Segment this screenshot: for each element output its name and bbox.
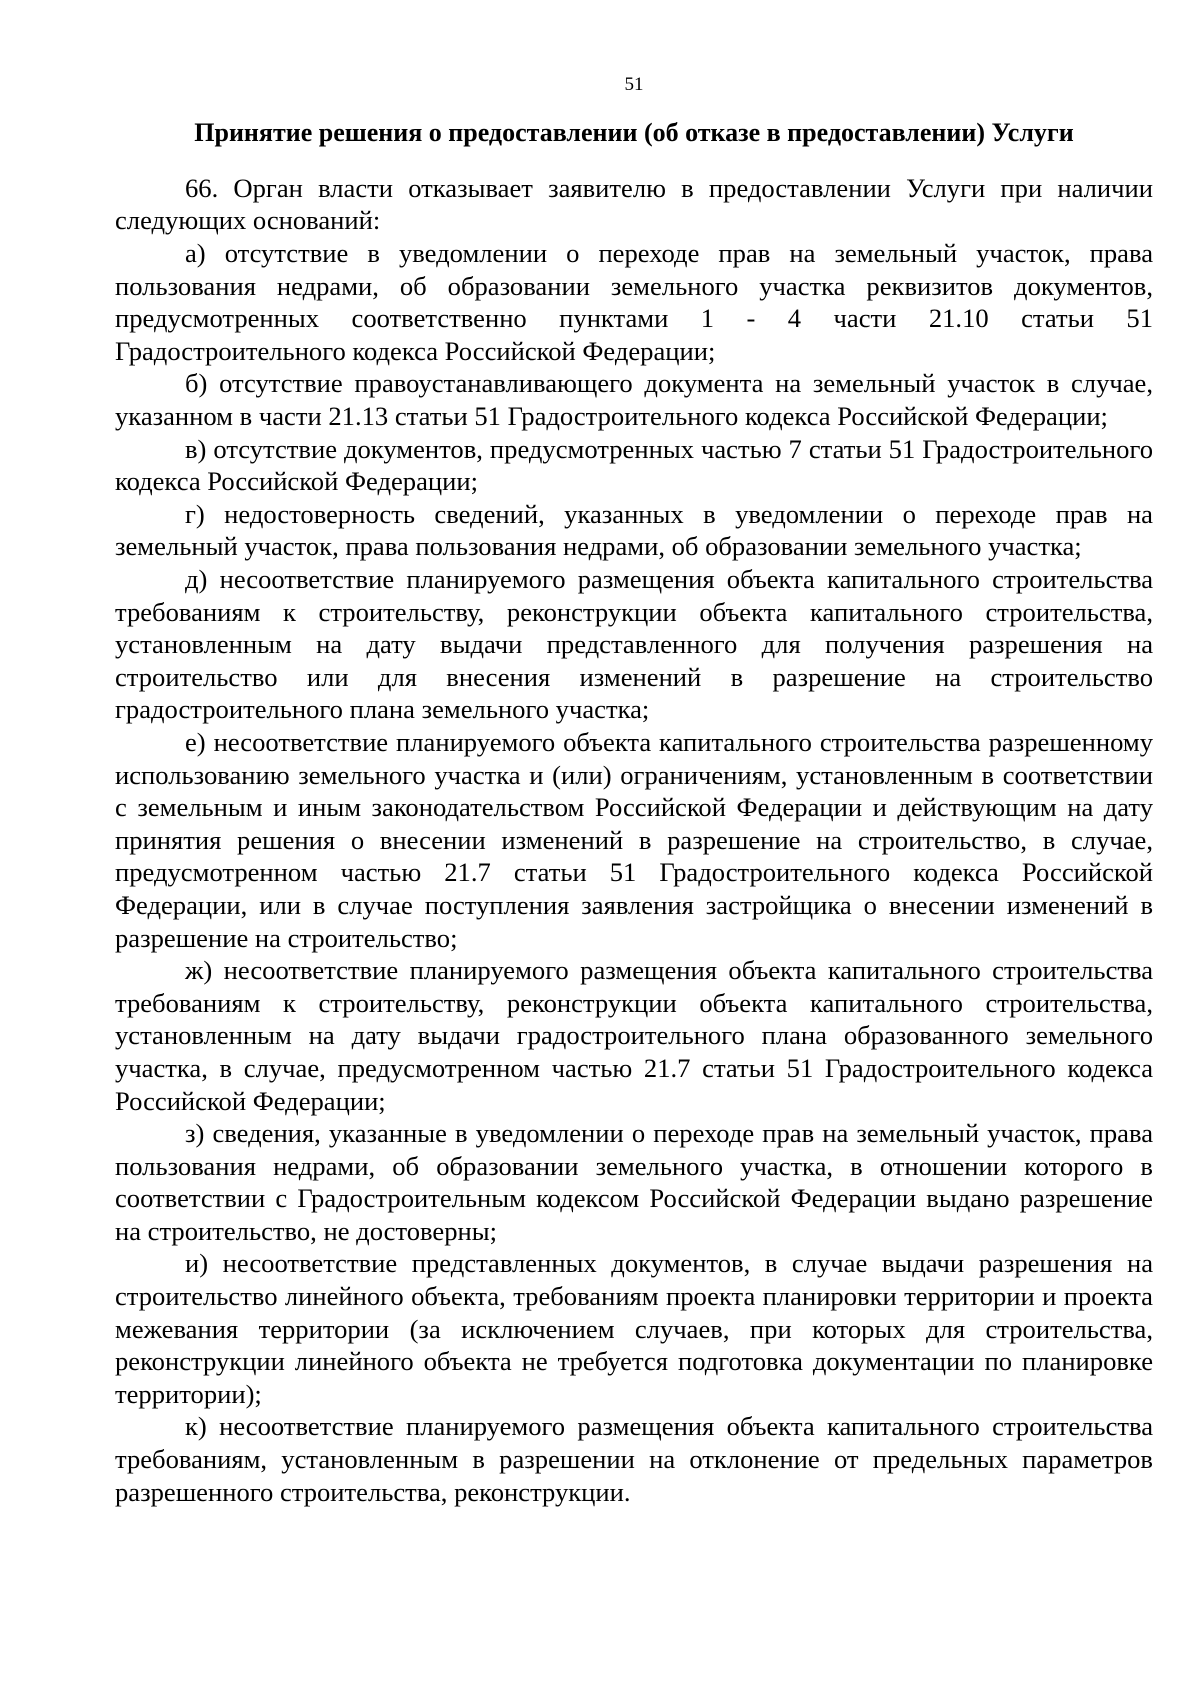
page-number: 51 [624, 74, 644, 95]
paragraph-item-v: в) отсутствие документов, предусмотренных частью 7 статьи 51 Градостроительного кодекса Российской Федерации; [115, 433, 1153, 497]
paragraph-66-intro: 66. Орган власти отказывает заявителю в предоставлении Услуги при наличии следующих оснований: [115, 172, 1153, 236]
section-title: Принятие решения о предоставлении (об отказе в предоставлении) Услуги [194, 118, 1074, 147]
paragraph-item-i: и) несоответствие представленных документов, в случае выдачи разрешения на строительство линейного объекта, требованиям проекта планировки территории и проекта межевания территории (за исключением случаев, при которых для строительства, реконструкции линейного объекта не требуется подготовка документации по планировке территории); [115, 1248, 1153, 1409]
document-body [115, 172, 1153, 1508]
document-page [115, 60, 1153, 1508]
paragraph-item-k: к) несоответствие планируемого размещения объекта капитального строительства требованиям, установленным в разрешении на отклонение от предельных параметров разрешенного строительства, реконструкции. [115, 1411, 1153, 1507]
paragraph-item-a: а) отсутствие в уведомлении о переходе прав на земельный участок, права пользования недрами, об образовании земельного участка реквизитов документов, предусмотренных соответственно пунктами 1 - 4 части 21.10 статьи 51 Градостроительного кодекса Российской Федерации; [115, 238, 1153, 366]
paragraph-item-b: б) отсутствие правоустанавливающего документа на земельный участок в случае, указанном в части 21.13 статьи 51 Градостроительного кодекса Российской Федерации; [115, 368, 1153, 432]
paragraph-item-g: г) недостоверность сведений, указанных в уведомлении о переходе прав на земельный участок, права пользования недрами, об образовании земельного участка; [115, 498, 1153, 562]
paragraph-item-zh: ж) несоответствие планируемого размещения объекта капитального строительства требованиям к строительству, реконструкции объекта капитального строительства, установленным на дату выдачи градостроительного плана образованного земельного участка, в случае, предусмотренном частью 21.7 статьи 51 Градостроительного кодекса Российской Федерации; [115, 955, 1153, 1116]
paragraph-item-e: е) несоответствие планируемого объекта капитального строительства разрешенному использованию земельного участка и (или) ограничениям, установленным в соответствии с земельным и иным законодательством Российской Федерации и действующим на дату принятия решения о внесении изменений в разрешение на строительство, в случае, предусмотренном частью 21.7 статьи 51 Градостроительного кодекса Российской Федерации, или в случае поступления заявления застройщика о внесении изменений в разрешение на строительство; [115, 726, 1153, 953]
paragraph-item-z: з) сведения, указанные в уведомлении о переходе прав на земельный участок, права пользования недрами, об образовании земельного участка, в отношении которого в соответствии с Градостроительным кодексом Российской Федерации выдано разрешение на строительство, не достоверны; [115, 1118, 1153, 1246]
paragraph-item-d: д) несоответствие планируемого размещения объекта капитального строительства требованиям к строительству, реконструкции объекта капитального строительства, установленным на дату выдачи представленного для получения разрешения на строительство или для внесения изменений в разрешение на строительство градостроительного плана земельного участка; [115, 564, 1153, 725]
